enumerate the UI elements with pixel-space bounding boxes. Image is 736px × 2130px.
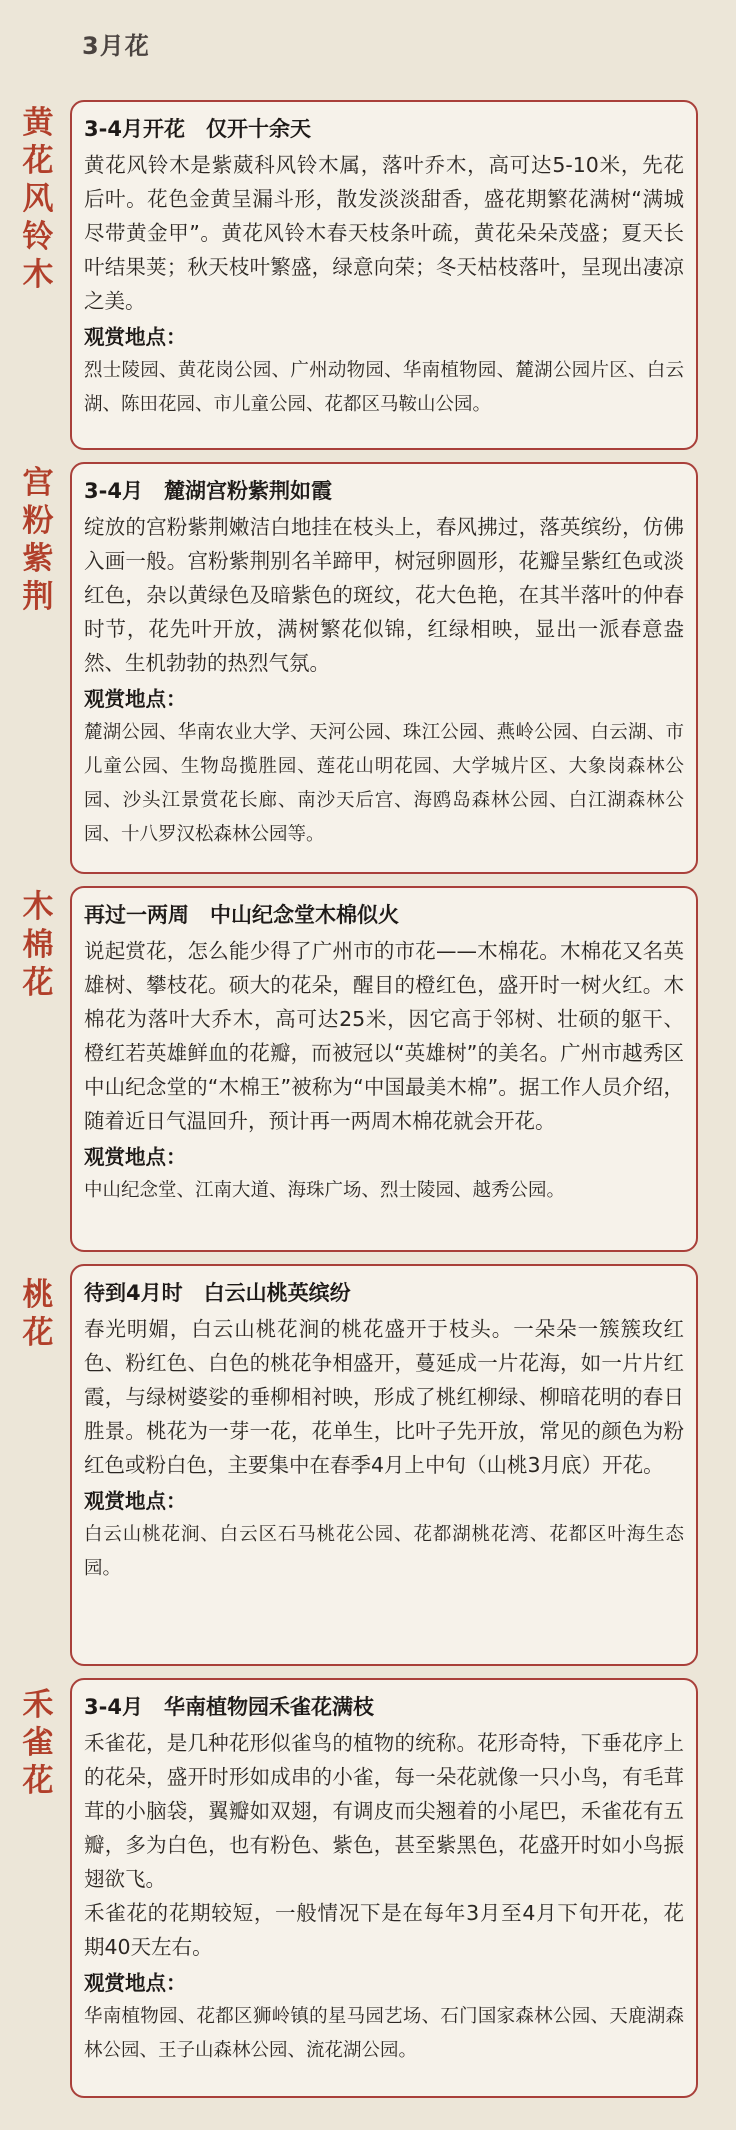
side-label-char: 风 [22,181,54,217]
side-label [14,1276,62,1352]
card-body [84,148,684,318]
card-title: 再过一两周 中山纪念堂木棉似火 [84,903,399,927]
info-card [70,1264,698,1666]
description-paragraph: 绽放的宫粉紫荆嫩洁白地挂在枝头上，春风拂过，落英缤纷，仿佛入画一般。宫粉紫荆别名羊蹄甲，树冠卵圆形，花瓣呈紫红色或淡红色，杂以黄绿色及暗紫色的斑纹，花大色艳，在其半落叶的仲春时节，花先叶开放，满树繁花似锦，红绿相映，显出一派春意盎然、生机勃勃的热烈气氛。 [84,515,684,675]
description-paragraph: 禾雀花，是几种花形似雀鸟的植物的统称。花形奇特，下垂花序上的花朵，盛开时形如成串的小雀，每一朵花就像一只小鸟，有毛茸茸的小脑袋，翼瓣如双翅，有调皮而尖翘着的小尾巴，禾雀花有五瓣，多为白色，也有粉色、紫色，甚至紫黑色，花盛开时如小鸟振翅欲飞。 [84,1731,684,1891]
side-label-char: 木 [22,257,54,293]
side-label-char: 花 [22,143,54,179]
card-body [84,1312,684,1482]
card-title: 3-4月开花 仅开十余天 [84,117,311,141]
side-label-char: 铃 [22,219,54,255]
description-paragraph: 黄花风铃木是紫葳科风铃木属，落叶乔木，高可达5-10米，先花后叶。花色金黄呈漏斗形，散发淡淡甜香，盛花期繁花满树“满城尽带黄金甲”。黄花风铃木春天枝条叶疏，黄花朵朵茂盛；夏天长叶结果荚；秋天枝叶繁盛，绿意向荣；冬天枯枝落叶，呈现出凄凉之美。 [84,153,684,313]
side-label [14,464,62,616]
locations-list: 麓湖公园、华南农业大学、天河公园、珠江公园、燕岭公园、白云湖、市儿童公园、生物岛揽胜园、莲花山明花园、大学城片区、大象岗森林公园、沙头江景赏花长廊、南沙天后宫、海鸥岛森林公园、白江湖森林公园、十八罗汉松森林公园等。 [84,722,684,845]
side-label-char: 花 [22,1315,54,1351]
info-card [70,462,698,874]
locations-list: 华南植物园、花都区狮岭镇的星马园艺场、石门国家森林公园、天鹿湖森林公园、王子山森林公园、流花湖公园。 [84,2006,684,2061]
side-label-char: 宫 [22,465,54,501]
description-paragraph: 说起赏花，怎么能少得了广州市的市花——木棉花。木棉花又名英雄树、攀枝花。硕大的花朵，醒目的橙红色，盛开时一树火红。木棉花为落叶大乔木，高可达25米，因它高于邻树、壮硕的躯干、橙红若英雄鲜血的花瓣，而被冠以“英雄树”的美名。广州市越秀区中山纪念堂的“木棉王”被称为“中国最美木棉”。据工作人员介绍，随着近日气温回升，预计再一两周木棉花就会开花。 [84,939,684,1133]
card-body [84,934,684,1138]
locations-heading: 观赏地点： [84,1489,187,1513]
side-label-char: 紫 [22,541,54,577]
description-paragraph: 禾雀花的花期较短，一般情况下是在每年3月至4月下旬开花，花期40天左右。 [84,1901,684,1959]
side-label-char: 粉 [22,503,54,539]
card-title: 3-4月 麓湖宫粉紫荆如霞 [84,479,332,503]
locations-list: 烈士陵园、黄花岗公园、广州动物园、华南植物园、麓湖公园片区、白云湖、陈田花园、市儿童公园、花都区马鞍山公园。 [84,360,684,415]
side-label-char: 花 [22,965,54,1001]
side-label-char: 禾 [22,1687,54,1723]
side-label-char: 棉 [22,927,54,963]
info-card [70,1678,698,2098]
side-label-char: 木 [22,889,54,925]
card-title: 待到4月时 白云山桃英缤纷 [84,1281,351,1305]
description-paragraph: 春光明媚，白云山桃花涧的桃花盛开于枝头。一朵朵一簇簇玫红色、粉红色、白色的桃花争相盛开，蔓延成一片花海，如一片片红霞，与绿树婆娑的垂柳相衬映，形成了桃红柳绿、柳暗花明的春日胜景。桃花为一芽一花，花单生，比叶子先开放，常见的颜色为粉红色或粉白色，主要集中在春季4月上中旬（山桃3月底）开花。 [84,1317,684,1477]
locations-heading: 观赏地点： [84,325,187,349]
side-label [14,1686,62,1800]
side-label-char: 荆 [22,579,54,615]
card-title: 3-4月 华南植物园禾雀花满枝 [84,1695,374,1719]
info-card [70,886,698,1252]
side-label [14,104,62,294]
locations-heading: 观赏地点： [84,687,187,711]
locations-heading: 观赏地点： [84,1145,187,1169]
locations-list: 白云山桃花涧、白云区石马桃花公园、花都湖桃花湾、花都区叶海生态园。 [84,1524,684,1579]
locations-list: 中山纪念堂、江南大道、海珠广场、烈士陵园、越秀公园。 [84,1180,566,1201]
locations-heading: 观赏地点： [84,1971,187,1995]
info-card [70,100,698,450]
side-label-char: 雀 [22,1725,54,1761]
card-body [84,510,684,680]
side-label-char: 桃 [22,1277,54,1313]
side-label-char: 黄 [22,105,54,141]
card-body [84,1726,684,1964]
side-label [14,888,62,1002]
side-label-char: 花 [22,1763,54,1799]
page-title: 3月花 [82,32,150,60]
